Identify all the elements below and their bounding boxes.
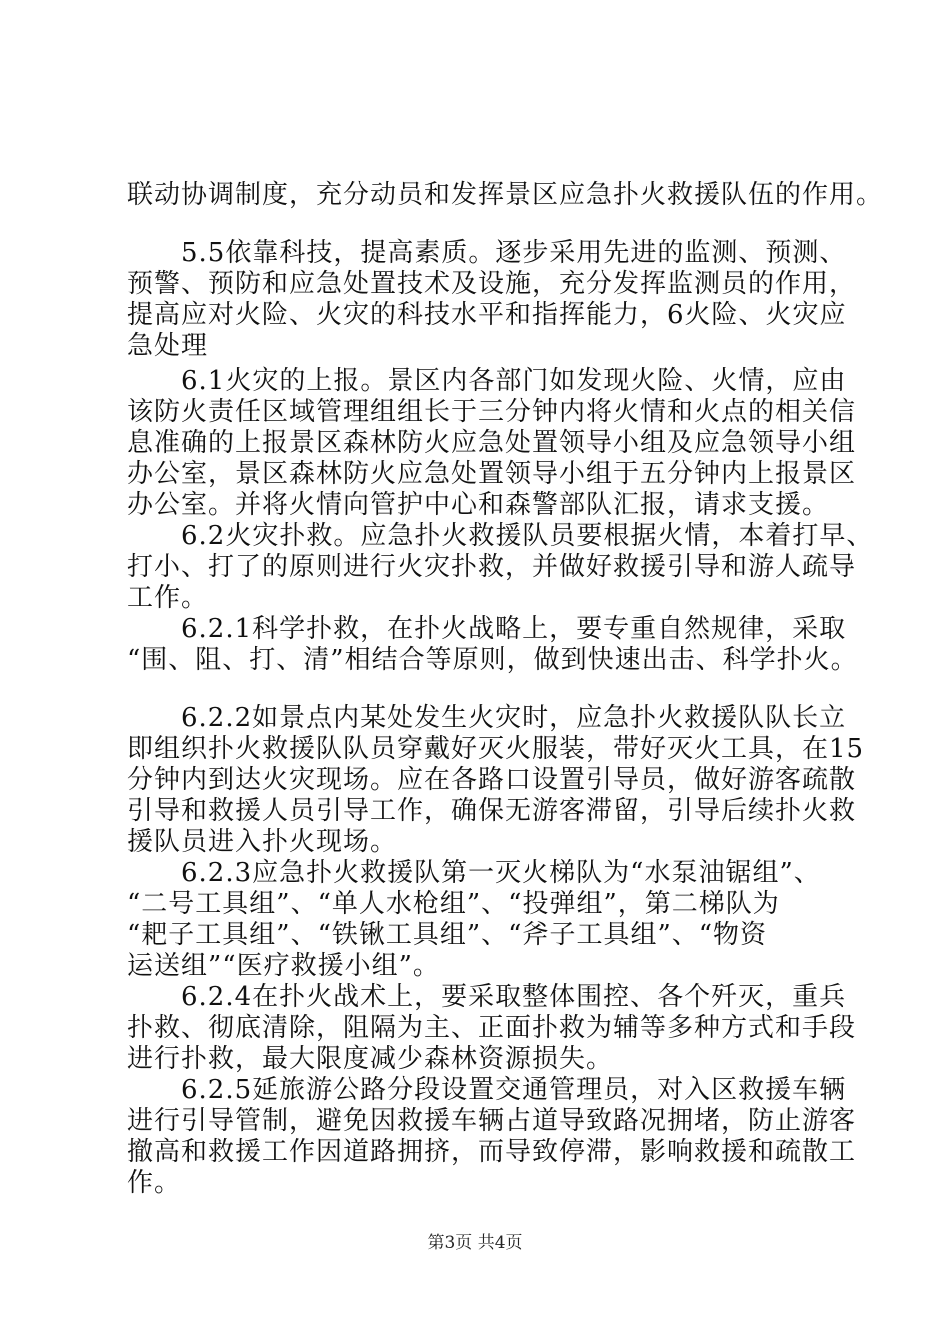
text-line: 撤高和救援工作因道路拥挤，而导致停滞，影响救援和疏散工 <box>127 1137 857 1167</box>
page-footer: 第3页 共4页 <box>427 1233 523 1253</box>
text-line: “二号工具组”、“单人水枪组”、“投弹组”，第二梯队为 <box>127 889 780 919</box>
text-line: 6.2.1科学扑救，在扑火战略上，要专重自然规律，采取 <box>127 614 847 644</box>
text-line: 办公室。并将火情向管护中心和森警部队汇报，请求支援。 <box>127 490 830 520</box>
text-line: 分钟内到达火灾现场。应在各路口设置引导员，做好游客疏散 <box>127 765 857 795</box>
text-line: 急处理 <box>127 331 209 361</box>
text-line: 引导和救援人员引导工作，确保无游客滞留，引导后续扑火救 <box>127 796 857 826</box>
text-line: 6.1火灾的上报。景区内各部门如发现火险、火情，应由 <box>127 366 847 396</box>
text-line: 6.2.3应急扑火救援队第一灭火梯队为“水泵油锯组”、 <box>127 858 821 888</box>
text-line: 6.2.5延旅游公路分段设置交通管理员，对入区救援车辆 <box>127 1075 847 1105</box>
text-line: “围、阻、打、清”相结合等原则，做到快速出击、科学扑火。 <box>127 645 858 675</box>
text-line: 进行扑救，最大限度减少森林资源损失。 <box>127 1044 614 1074</box>
text-line: 6.2.4在扑火战术上，要采取整体围控、各个歼灭，重兵 <box>127 982 847 1012</box>
text-line: 联动协调制度，充分动员和发挥景区应急扑火救援队伍的作用。 <box>127 180 884 210</box>
text-line: 援队员进入扑火现场。 <box>127 827 398 857</box>
text-line: 运送组”“医疗救援小组”。 <box>127 951 440 981</box>
text-line: “耙子工具组”、“铁锹工具组”、“斧子工具组”、“物资 <box>127 920 768 950</box>
text-line: 作。 <box>127 1168 182 1198</box>
text-line: 6.2.2如景点内某处发生火灾时，应急扑火救援队队长立 <box>127 703 847 733</box>
text-line: 6.2火灾扑救。应急扑火救援队员要根据火情，本着打早、 <box>127 521 874 551</box>
text-line: 扑救、彻底清除，阻隔为主、正面扑救为辅等多种方式和手段 <box>127 1013 857 1043</box>
text-line: 提高应对火险、火灾的科技水平和指挥能力，6火险、火灾应 <box>127 300 847 330</box>
text-line: 息准确的上报景区森林防火应急处置领导小组及应急领导小组 <box>127 428 857 458</box>
text-line: 5.5依靠科技，提高素质。逐步采用先进的监测、预测、 <box>127 238 847 268</box>
text-line: 该防火责任区域管理组组长于三分钟内将火情和火点的相关信 <box>127 397 857 427</box>
text-line: 即组织扑火救援队队员穿戴好灭火服装，带好灭火工具，在15 <box>127 734 865 764</box>
text-line: 进行引导管制，避免因救援车辆占道导致路况拥堵，防止游客 <box>127 1106 857 1136</box>
text-line: 预警、预防和应急处置技术及设施，充分发挥监测员的作用， <box>127 269 857 299</box>
text-line: 工作。 <box>127 583 209 613</box>
text-line: 办公室，景区森林防火应急处置领导小组于五分钟内上报景区 <box>127 459 857 489</box>
text-line: 打小、打了的原则进行火灾扑救，并做好救援引导和游人疏导 <box>127 552 857 582</box>
